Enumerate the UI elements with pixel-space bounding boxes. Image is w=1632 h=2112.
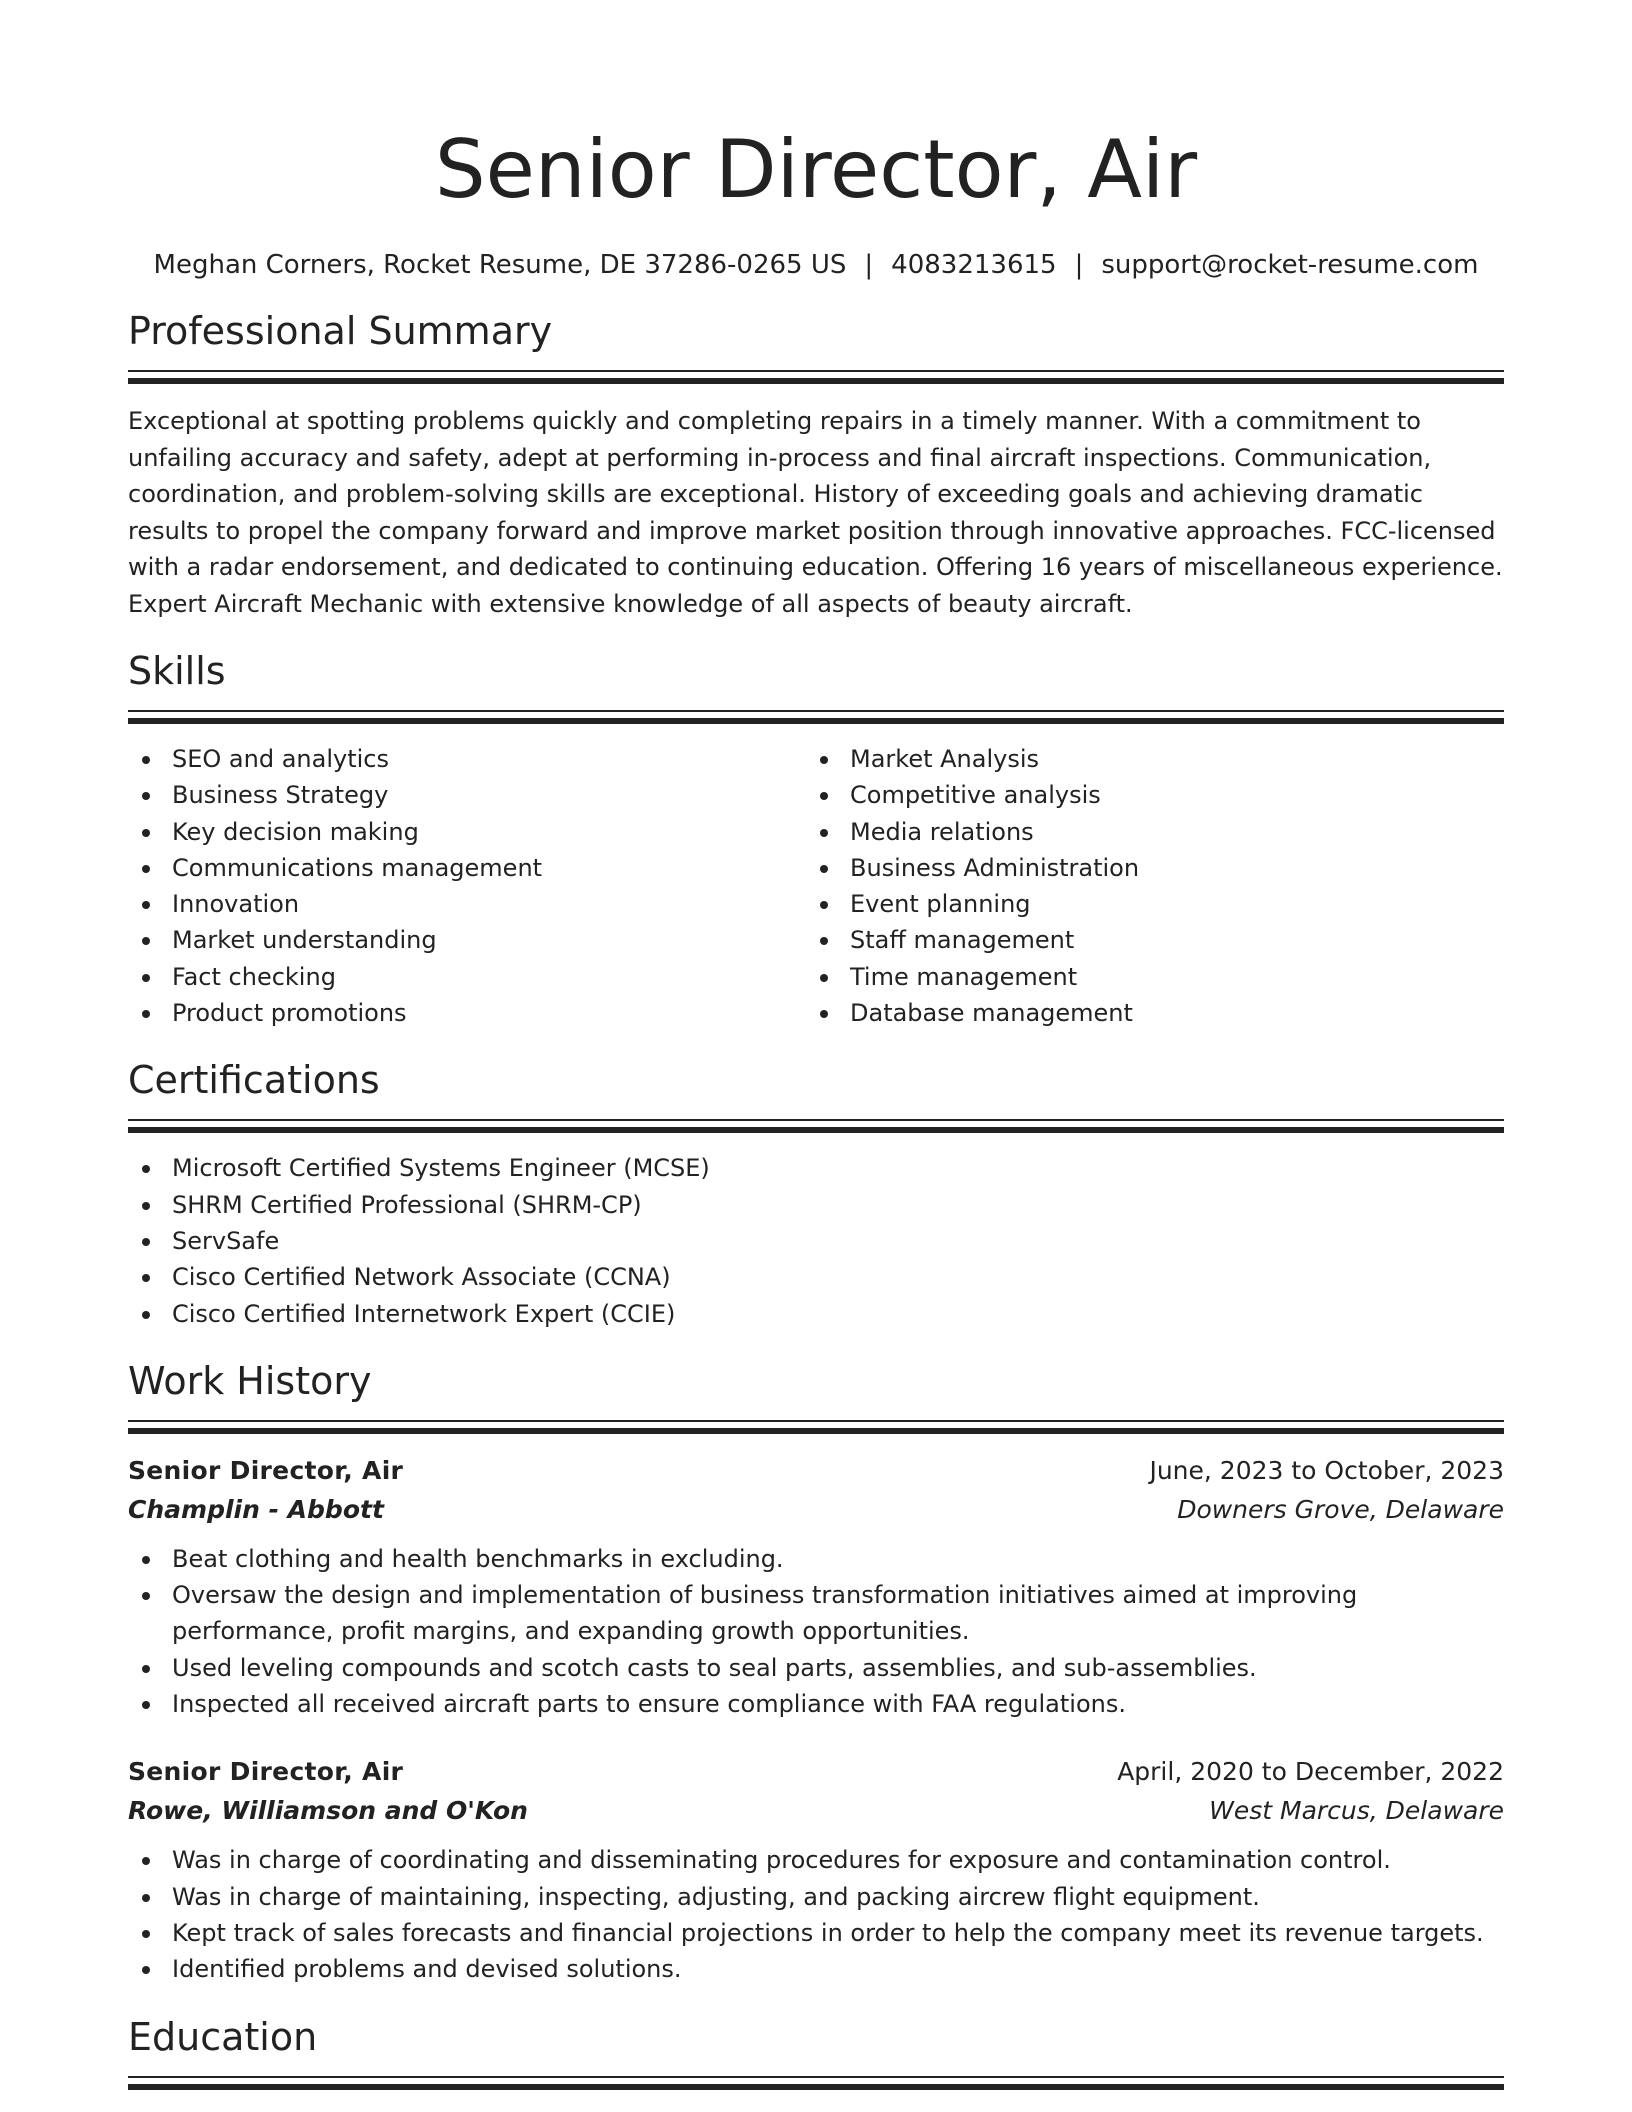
job-bullet: Beat clothing and health benchmarks in excluding.	[172, 1541, 1504, 1577]
skills-grid	[128, 741, 1504, 1031]
education-section	[128, 2012, 1504, 2091]
job-bullets	[128, 1842, 1504, 1987]
work-history-section	[128, 1356, 1504, 1988]
skill-item: Database management	[850, 995, 1484, 1031]
section-divider	[128, 710, 1504, 725]
summary-section	[128, 306, 1504, 622]
job-title: Senior Director, Air	[128, 1757, 404, 1787]
job-bullet: Used leveling compounds and scotch casts to seal parts, assemblies, and sub-assemblies.	[172, 1650, 1504, 1686]
job-bullet: Was in charge of maintaining, inspecting, adjusting, and packing aircrew flight equipment.	[172, 1879, 1504, 1915]
contact-email[interactable]: support@rocket-resume.com	[1101, 250, 1479, 280]
job-dates: June, 2023 to October, 2023	[1149, 1455, 1504, 1485]
certifications-section	[128, 1055, 1504, 1331]
section-heading-education: Education	[128, 2014, 318, 2059]
skill-item: Competitive analysis	[850, 777, 1484, 813]
skill-item: Business Administration	[850, 850, 1484, 886]
summary-text: Exceptional at spotting problems quickly and completing repairs in a timely manner. With a commitment to unfailing accuracy and safety, adept at performing in-process and final aircraft inspections. Communication, coordination, and problem-solving skills are exceptional. History of exceeding goals and achieving dramatic results to propel the company forward and improve market position through innovative approaches. FCC-licensed with a radar endorsement, and dedicated to continuing education. Offering 16 years of miscellaneous experience. Expert Aircraft Mechanic with extensive knowledge of all aspects of beauty aircraft.	[128, 407, 1503, 618]
resume-title: Senior Director, Air	[434, 123, 1198, 216]
job-company: Champlin - Abbott	[128, 1494, 384, 1524]
job-bullet: Oversaw the design and implementation of business transformation initiatives aimed at improving performance, profit margins, and expanding growth opportunities.	[172, 1577, 1504, 1650]
skill-item: Event planning	[850, 886, 1484, 922]
job-company: Rowe, Williamson and O'Kon	[128, 1796, 528, 1826]
skill-item: Key decision making	[172, 814, 806, 850]
skills-section	[128, 646, 1504, 1031]
skill-item: Communications management	[172, 850, 806, 886]
resume-page	[128, 0, 1504, 2091]
section-heading-certifications: Certifications	[128, 1058, 380, 1103]
section-heading-skills: Skills	[128, 649, 226, 693]
job-location: Downers Grove, Delaware	[1177, 1494, 1504, 1524]
skill-item: Innovation	[172, 886, 806, 922]
job-title: Senior Director, Air	[128, 1455, 404, 1485]
skill-item: Business Strategy	[172, 777, 806, 813]
contact-separator: |	[864, 250, 874, 280]
job-location: West Marcus, Delaware	[1209, 1796, 1504, 1826]
certification-item: Cisco Certified Internetwork Expert (CCIE)	[172, 1296, 1504, 1332]
section-divider	[128, 1420, 1504, 1435]
contact-line	[128, 248, 1504, 282]
certifications-list	[128, 1150, 1504, 1331]
job-dates: April, 2020 to December, 2022	[1117, 1757, 1504, 1787]
job-bullet: Kept track of sales forecasts and financial projections in order to help the company meet its revenue targets.	[172, 1915, 1504, 1951]
certification-item: Microsoft Certified Systems Engineer (MCSE)	[172, 1150, 1504, 1186]
section-heading-work-history: Work History	[128, 1358, 372, 1403]
section-divider	[128, 370, 1504, 385]
job-bullets	[128, 1541, 1504, 1722]
section-divider	[128, 1119, 1504, 1134]
certification-item: ServSafe	[172, 1223, 1504, 1259]
skills-list-left	[128, 741, 806, 1031]
section-heading-summary: Professional Summary	[128, 309, 553, 353]
skill-item: Time management	[850, 959, 1484, 995]
contact-address: Meghan Corners, Rocket Resume, DE 37286-0265 US	[153, 250, 847, 280]
skill-item: Market Analysis	[850, 741, 1484, 777]
job-entry	[128, 1453, 1504, 1722]
contact-separator: |	[1074, 250, 1084, 280]
skill-item: Product promotions	[172, 995, 806, 1031]
skills-list-right	[806, 741, 1484, 1031]
job-bullet: Was in charge of coordinating and disseminating procedures for exposure and contamination control.	[172, 1842, 1504, 1878]
skill-item: Media relations	[850, 814, 1484, 850]
skill-item: SEO and analytics	[172, 741, 806, 777]
job-bullet: Identified problems and devised solutions.	[172, 1951, 1504, 1987]
contact-phone: 4083213615	[891, 250, 1057, 280]
job-bullet: Inspected all received aircraft parts to ensure compliance with FAA regulations.	[172, 1686, 1504, 1722]
section-divider	[128, 2076, 1504, 2091]
job-entry	[128, 1754, 1504, 1987]
skill-item: Market understanding	[172, 922, 806, 958]
skill-item: Staff management	[850, 922, 1484, 958]
skill-item: Fact checking	[172, 959, 806, 995]
certification-item: SHRM Certified Professional (SHRM-CP)	[172, 1187, 1504, 1223]
certification-item: Cisco Certified Network Associate (CCNA)	[172, 1259, 1504, 1295]
